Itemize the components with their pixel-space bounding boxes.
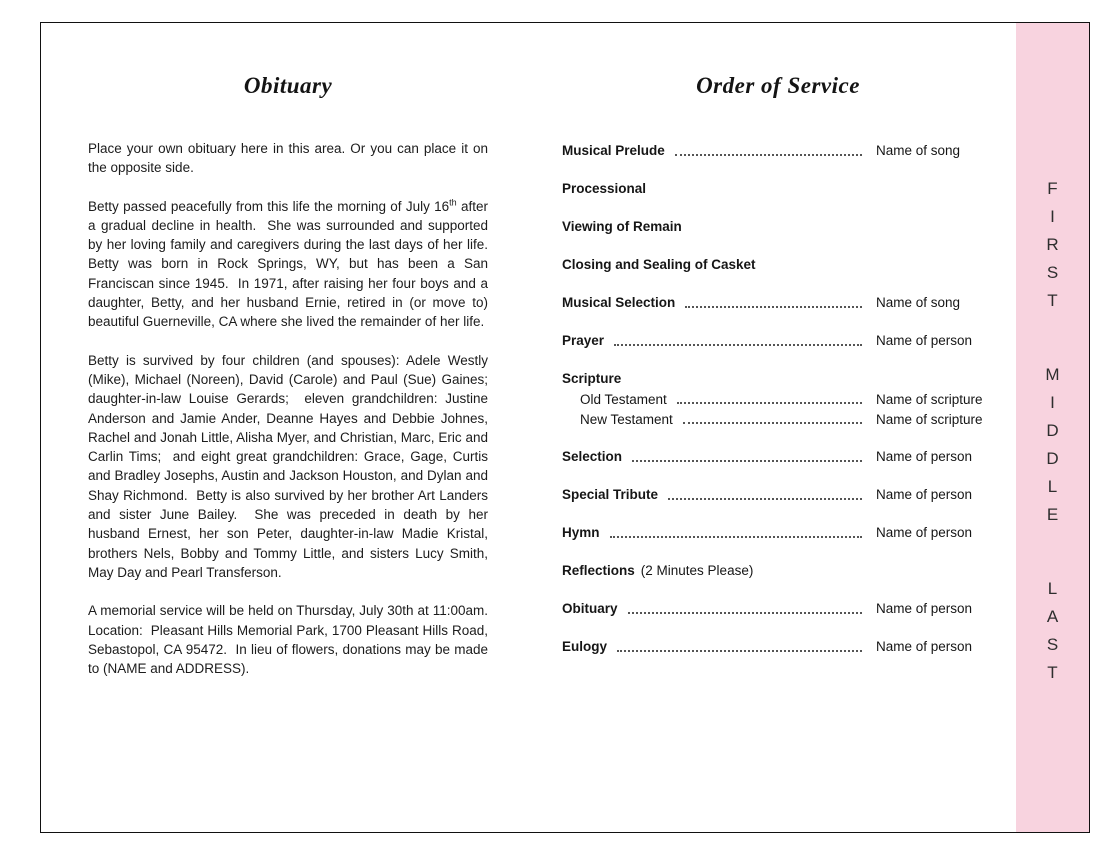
stripe-letter: A xyxy=(1046,607,1059,626)
stripe-letter: D xyxy=(1046,449,1059,468)
order-item xyxy=(562,294,994,312)
order-item-value: Name of person xyxy=(876,525,973,540)
name-stripe xyxy=(1016,23,1089,832)
order-item-row xyxy=(562,562,994,580)
order-item xyxy=(562,370,994,428)
order-item-row xyxy=(562,256,994,274)
order-item-row xyxy=(562,142,994,160)
stripe-letter: L xyxy=(1047,579,1058,598)
stripe-letter: S xyxy=(1046,263,1059,282)
stripe-letter: S xyxy=(1046,635,1059,654)
obituary-paragraphs xyxy=(88,139,496,678)
stripe-letter: I xyxy=(1050,207,1055,226)
stripe-letter: I xyxy=(1050,393,1055,412)
order-item-label: Viewing of Remain xyxy=(562,219,682,234)
order-item-row xyxy=(562,180,994,198)
order-item xyxy=(562,638,994,656)
paragraph-text: Betty passed peacefully from this life the morning of July 16 xyxy=(88,198,450,214)
order-item-label: Reflections xyxy=(562,563,635,578)
order-item-label: Special Tribute xyxy=(562,487,659,502)
order-item-value: Name of song xyxy=(876,295,961,310)
paragraph-text: A memorial service will be held on Thursday, July 30th at 11:00am. Location: Pleasant Hills Memorial Park, 1700 Pleasant Hills Road, Sebastopol, CA 95472. In lieu of flowers, donations may be made to (NAME and ADDRESS). xyxy=(88,603,496,677)
dotted-leader xyxy=(683,422,862,424)
order-item xyxy=(562,562,994,580)
obituary-section xyxy=(88,73,496,697)
order-item-row xyxy=(562,218,994,236)
order-item xyxy=(562,486,994,504)
paragraph-text: Betty is survived by four children (and spouses): Adele Westly (Mike), Michael (Noreen), David (Carole) and Paul (Sue) Gaines; daughter-in-law Louise Gerards; eleven grandchildren: Justine Anderson and Jamie Ander, Deanne Hayes and Debbie Johnes, Rachel and Jonah Little, Alisha Myer, and Christian, Marc, Eric and Carlin Tims; and eight great grandchildren: Grace, Gage, Curtis and Bradley Josephs, Austin and Jackson Houston, and Dylan and Shay Richmond. Betty is also survived by her brother Art Landers and sister June Bailey. She was preceded in death by her husband Ernest, her son Peter, daughter-in-law Madie Kristal, brothers Nels, Bobby and Tommy Little, and sisters Lucy Smith, May Day and Pearl Transferson. xyxy=(88,352,496,580)
order-item-label: Musical Prelude xyxy=(562,143,665,158)
order-subitem-row xyxy=(562,391,994,408)
order-item-label: Obituary xyxy=(562,601,618,616)
order-item-row xyxy=(562,486,994,504)
dotted-leader xyxy=(668,498,862,500)
stripe-word xyxy=(1046,175,1058,315)
superscript-text: th xyxy=(449,197,457,208)
order-item-label: Selection xyxy=(562,449,623,464)
order-item-label: Eulogy xyxy=(562,639,608,654)
order-item-label: Musical Selection xyxy=(562,295,676,310)
order-item-row xyxy=(562,332,994,350)
stripe-word xyxy=(1045,361,1059,529)
dotted-leader xyxy=(685,306,862,308)
order-item xyxy=(562,256,994,274)
order-item-row xyxy=(562,370,994,388)
order-item xyxy=(562,218,994,236)
stripe-letter: E xyxy=(1046,505,1059,524)
order-item-label: Scripture xyxy=(562,371,622,386)
order-item-value: Name of person xyxy=(876,487,973,502)
order-item-row xyxy=(562,448,994,466)
order-of-service-list xyxy=(562,142,994,656)
stripe-letter: T xyxy=(1047,291,1058,310)
dotted-leader xyxy=(632,460,862,462)
order-item-value: Name of scripture xyxy=(876,392,983,407)
order-subitem-row xyxy=(562,411,994,428)
paragraph-text: Place your own obituary here in this area. Or you can place it on the opposite side. xyxy=(88,141,492,176)
order-item-label: Closing and Sealing of Casket xyxy=(562,257,756,272)
dotted-leader xyxy=(610,536,862,538)
order-item-row xyxy=(562,524,994,542)
order-item xyxy=(562,332,994,350)
dotted-leader xyxy=(614,344,862,346)
order-item-value: Name of person xyxy=(876,333,973,348)
stripe-letter: M xyxy=(1045,365,1060,384)
obituary-paragraph xyxy=(88,351,496,583)
order-of-service-section xyxy=(562,73,994,676)
order-item-row xyxy=(562,638,994,656)
dotted-leader xyxy=(628,612,862,614)
order-item-value: Name of song xyxy=(876,143,961,158)
order-item-value: Name of scripture xyxy=(876,412,983,427)
order-item xyxy=(562,180,994,198)
stripe-letter: D xyxy=(1046,421,1059,440)
order-item-label: Processional xyxy=(562,181,647,196)
obituary-paragraph xyxy=(88,197,496,332)
order-item-row xyxy=(562,600,994,618)
stripe-word xyxy=(1047,575,1058,687)
stripe-letter: R xyxy=(1046,235,1059,254)
order-item-label: Prayer xyxy=(562,333,605,348)
obituary-paragraph xyxy=(88,139,492,178)
order-item-label: Old Testament xyxy=(580,392,667,407)
stripe-letter: T xyxy=(1047,663,1058,682)
order-item xyxy=(562,142,994,160)
stripe-letter: L xyxy=(1047,477,1058,496)
funeral-program-page xyxy=(40,22,1090,833)
order-item xyxy=(562,524,994,542)
order-item xyxy=(562,600,994,618)
order-item-label: Hymn xyxy=(562,525,600,540)
order-item-label: New Testament xyxy=(580,412,673,427)
order-item-value: Name of person xyxy=(876,639,973,654)
order-item xyxy=(562,448,994,466)
order-item-value: Name of person xyxy=(876,601,973,616)
obituary-paragraph xyxy=(88,601,496,678)
dotted-leader xyxy=(675,154,862,156)
order-item-value: Name of person xyxy=(876,449,973,464)
paragraph-text: after a gradual decline in health. She was surrounded and supported by her loving family and caregivers during the last days of her life. Betty was born in Rock Springs, WY, but has been a San Franciscan since 1945. In 1971, after raising her four boys and a daughter, Betty, and her husband Ernie, retired in (or move to) beautiful Guerneville, CA where she lived the remainder of her life. xyxy=(88,198,496,330)
stripe-letter: F xyxy=(1047,179,1058,198)
order-item-note: (2 Minutes Please) xyxy=(640,563,754,578)
order-item-row xyxy=(562,294,994,312)
dotted-leader xyxy=(617,650,862,652)
dotted-leader xyxy=(677,402,862,404)
obituary-title: Obituary xyxy=(243,73,333,98)
order-of-service-title: Order of Service xyxy=(696,73,860,98)
